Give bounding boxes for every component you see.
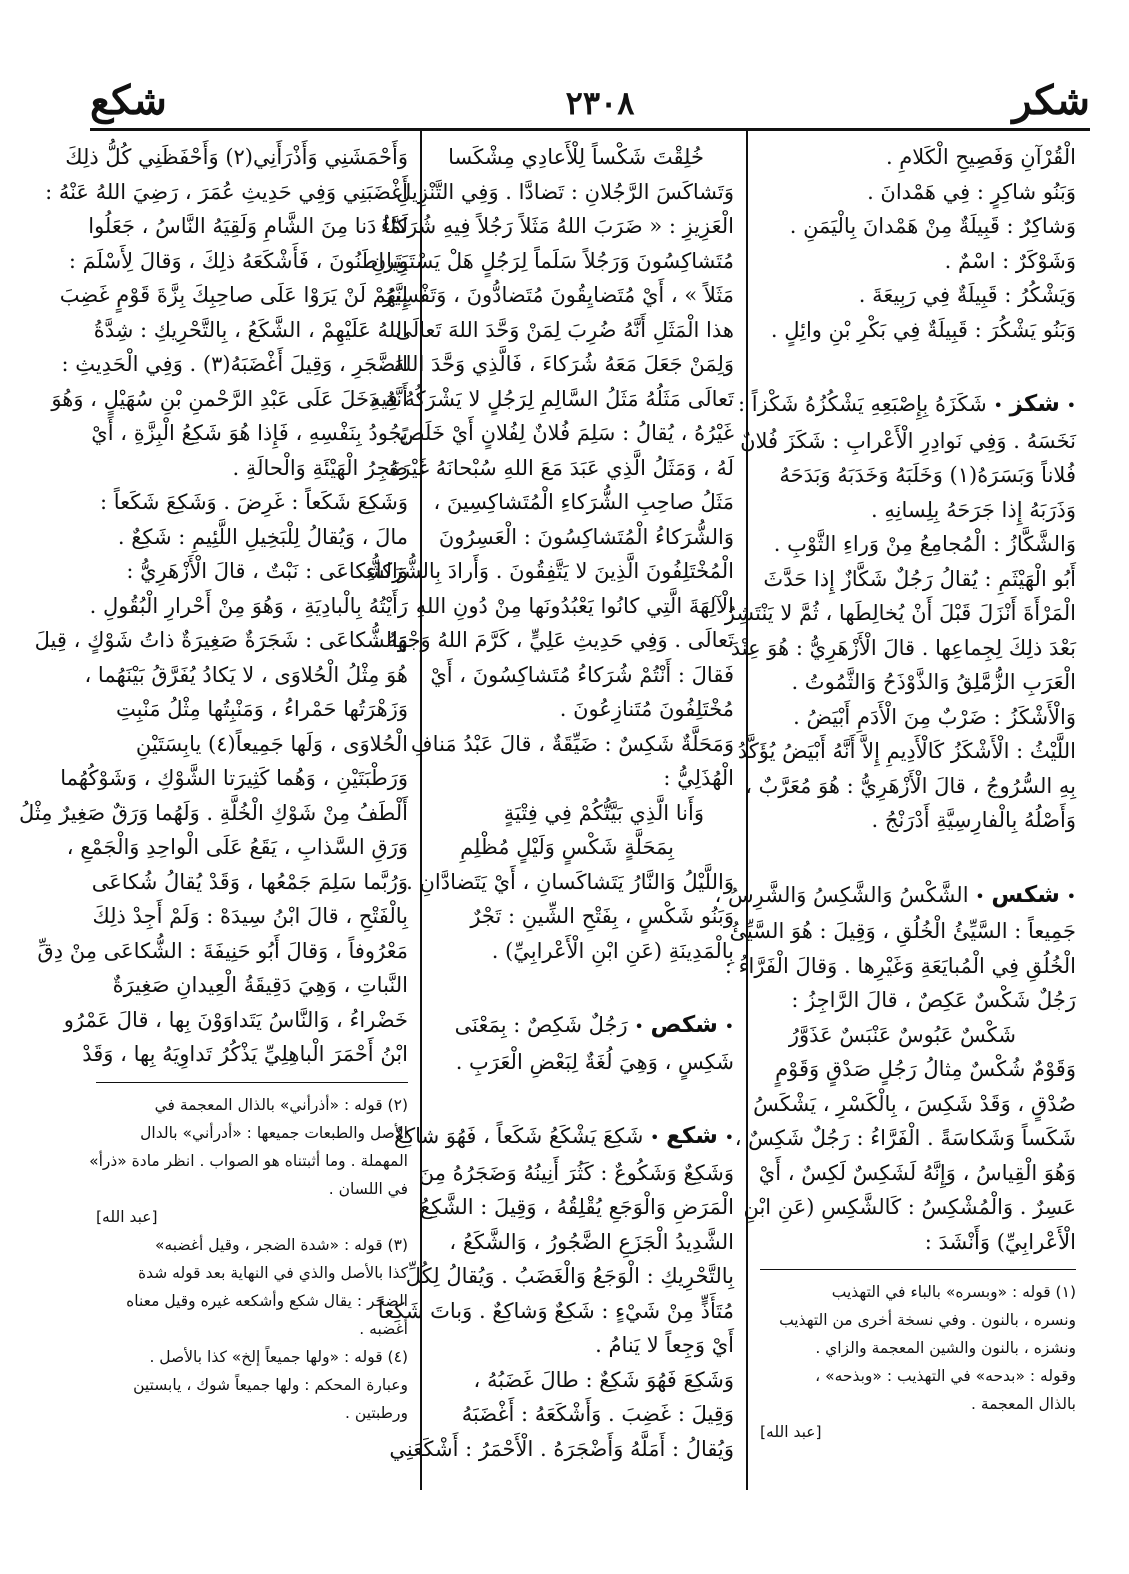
text-line: وَشَكِعَ فَهُوَ شَكِعٌ : طالَ غَضَبُهُ ، xyxy=(473,1367,734,1392)
text-line: نَخَسَهُ . وَفِي نَوادِرِ الْأَعْرابِ : شَكَزَ فُلانٌ xyxy=(740,428,1076,453)
text-line: شَكِسٍ ، وَهِيَ لُغَةٌ لِبَعْضِ الْعَرَبِ . xyxy=(455,1049,734,1074)
text-line: ابْنُ أَحْمَرَ الْباهِلِيِّ يَذْكُرُ تَداوِيَهُ بِها ، وَقَدْ xyxy=(82,1042,408,1066)
text-line: النَّباتِ ، وَهِيَ دَقِيقَةُ الْعِيدانِ صَغِيرَةٌ xyxy=(112,973,408,997)
text-line: بِهِ السُّرُوجُ ، قالَ الْأَزْهَرِيُّ : هُوَ مُعَرَّبٌ ، xyxy=(745,773,1076,798)
text-line: غَيْرُهُ ، يُقالُ : سَلِمَ فُلانٌ لِفُلانٍ أَيْ خَلَصَ xyxy=(399,421,734,445)
running-header xyxy=(90,78,1090,128)
header-root-word-left: شكع xyxy=(90,77,167,124)
text-line: وَزَهْرَتُها حَمْراءُ ، وَمَنْبِتُها مِثْلُ مَنْبِتِ xyxy=(116,697,408,721)
footnote-line: كذا بالأصل والذي في النهاية بعد قوله شدة xyxy=(137,1263,408,1282)
text-line: اللهُ عَلَيْهِمْ ، الشَّكَعُ ، بِالتَّحْرِيكِ : شِدَّةُ xyxy=(93,317,408,342)
footnote-line: الضجر : يقال شكع وأشكعه غيره وقيل معناه xyxy=(126,1291,408,1310)
text-line: وَبَنُو شاكِرٍ : فِي هَمْدانَ . xyxy=(867,179,1076,204)
text-line: الْهُذَلِيُّ : xyxy=(663,766,734,790)
text-line: وَشَوْكَرٌ : اسْمٌ . xyxy=(944,248,1076,273)
text-line: مُتَشاكِسُونَ وَرَجُلاً سَلَماً لِرَجُلٍ هَلْ يَسْتَوِيانِ xyxy=(370,248,734,273)
footnote-line: ورطبتين . xyxy=(345,1403,408,1422)
text-line: الْخُلُقِ فِي الْمُبايَعَةِ وَغَيْرِها . وَقالَ الْفَرَّاءُ : xyxy=(724,953,1076,978)
text-line: أَنَّهُ دَخَلَ عَلَى عَبْدِ الرَّحْمنِ بْنِ سُهَيْلٍ ، وَهُوَ xyxy=(51,386,408,411)
footnote-signature: [عبد الله] xyxy=(760,1423,822,1441)
footnote-line: وقوله : «بدحه» في التهذيب : «وبذحه» ، xyxy=(815,1367,1076,1385)
footnote-line: (١) قوله : «وبسره» بالباء في التهذيب xyxy=(831,1283,1076,1301)
text-line: أَلْطَفُ مِنْ شَوْكِ الْخُلَّةِ . وَلَهُما وَرَقٌ صَغِيرٌ مِثْلُ xyxy=(19,800,408,825)
footnote-line: (٤) قوله : «ولها جميعاً إلخ» كذا بالأصل . xyxy=(149,1347,408,1366)
column-left xyxy=(19,140,408,1427)
text-line: وَبَنُو يَشْكُرَ : قَبِيلَةٌ فِي بَكْرِ بْنِ وائِلٍ . xyxy=(770,317,1076,342)
text-line: وَذَرَبَهُ إِذا جَرَحَهُ بِلِسانِهِ . xyxy=(871,497,1076,522)
entry-heading-shkz: • شكز • شَكَزَهُ بِإِصْبَعِهِ يَشْكُزُهُ شَكْزاً : xyxy=(738,391,1076,417)
text-line: وَمَحَلَّةٌ شَكِسٌ : ضَيِّقَةٌ ، قالَ عَبْدُ مَنافِ xyxy=(410,731,734,756)
text-line: وَرَطْبَتَيْنِ ، وَهُما كَثِيرَتا الشَّوْكِ ، وَشَوْكُهُما xyxy=(60,766,408,790)
text-line: وَالشَّكَّازُ : الْمُجامِعُ مِنْ وَراءِ الثَّوْبِ . xyxy=(773,532,1076,556)
text-line: وَبَنُو شَكْسٍ ، بِفَتْحِ الشِّينِ : تَجْرٌ xyxy=(470,904,734,928)
text-line: لَمَّا دَنا مِنَ الشَّامِ وَلَقِيَهُ النَّاسُ ، جَعَلُوا xyxy=(88,214,408,238)
header-rule xyxy=(90,128,1090,131)
header-root-word-right: شكر xyxy=(1012,77,1090,124)
text-line: وَالشُّكاعَى : نَبْتٌ ، قالَ الْأَزْهَرِيُّ : xyxy=(126,559,408,583)
text-line: وَالشُّكاعَى : شَجَرَةٌ صَغِيرَةٌ ذاتُ شَوْكٍ ، قِيلَ xyxy=(34,628,408,652)
text-line: رَأَيْتُهُ بِالْبادِيَةِ ، وَهُوَ مِنْ أَحْرارِ الْبُقُولِ . xyxy=(89,593,408,618)
text-line: وَيَشْكُرُ : قَبِيلَةٌ فِي رَبِيعَةَ . xyxy=(858,283,1076,307)
text-line: وَالْأَشْكَزُ : ضَرْبٌ مِنَ الْأَدَمِ أَبْيَضُ . xyxy=(793,704,1076,729)
text-line: وَيُقالُ : أَمَلَّهُ وَأَضْجَرَهُ . الْأَحْمَرُ : أَشْكَعَنِي xyxy=(389,1436,734,1461)
text-line: إِنَّهُمْ لَنْ يَرَوْا عَلَى صاحِبِكَ بِزَّةَ قَوْمٍ غَضِبَ xyxy=(59,283,408,307)
verse-line: وَأَنا الَّذِي بَيَّتُّكُمْ فِي فِتْيَةٍ xyxy=(503,800,704,825)
text-line: صُدْقٍ ، وَقَدْ شَكِسَ ، بِالْكَسْرِ ، يَشْكَسُ xyxy=(753,1091,1076,1116)
headword: شكز xyxy=(1009,391,1060,417)
text-line: مالَ ، وَيُقالُ لِلْبَخِيلِ اللَّئِيمِ : شَكِعٌ . xyxy=(117,524,408,549)
footnote-line: الأصل والطبعات جميعها : «أدرأني» بالدال xyxy=(140,1123,408,1142)
footnote-line: في اللسان . xyxy=(328,1179,408,1198)
headword: شكص xyxy=(650,1012,718,1038)
verse-line: خُلِقْتَ شَكْساً لِلْأَعادِي مِشْكَسا xyxy=(448,145,704,169)
verse-line: شَكْسٌ عَبُوسٌ عَنْبَسٌ عَذَوَّرُ xyxy=(788,1022,1016,1047)
footnote-rule xyxy=(760,1269,1076,1270)
text-line: عَسِرٌ . وَالْمُشْكِسُ : كَالشَّكِسِ (عَنِ ابْنِ xyxy=(743,1195,1076,1219)
footnote-line: بالذال المعجمة . xyxy=(971,1395,1076,1413)
text-line: بِالْمَدِينَةِ (عَنِ ابْنِ الْأَعْرابِيِّ) . xyxy=(491,938,734,963)
text-line: وَشاكِرٌ : قَبِيلَةٌ مِنْ هَمْدانَ بِالْيَمَنِ . xyxy=(789,214,1076,238)
text-line: لَهُ ، وَمَثَلُ الَّذِي عَبَدَ مَعَ اللهِ سُبْحانَهُ غَيْرَهُ xyxy=(389,455,734,480)
column-rule-right xyxy=(746,130,748,1490)
text-line: وَتَشاكَسَ الرَّجُلانِ : تَضادَّا . وَفِي التَّنْزِيلِ xyxy=(395,179,734,204)
text-line: بَعْدَ ذلِكَ لِجِماعِها . قالَ الْأَزْهَرِيُّ : هُوَ عِنْدَ xyxy=(730,635,1076,660)
headword: شكع xyxy=(666,1123,718,1149)
footnote-line: أغضبه . xyxy=(359,1319,408,1338)
text-line: وَقَوْمٌ شُكْسٌ مِثالُ رَجُلٍ صَدْقٍ وَقَوْمٍ xyxy=(775,1057,1076,1081)
headword: شكس xyxy=(991,881,1060,908)
text-line: وَهُوَ الْقِياسُ ، وَإِنَّهُ لَشَكِسٌ لَكِسٌ ، أَيْ xyxy=(758,1160,1076,1185)
text-line: تَعالَى مَثَلُهُ مَثَلُ السَّالِمِ لِرَجُلٍ لا يَشْرَكُهُ فِيهِ xyxy=(370,386,734,411)
text-line: وَشَكِعَ شَكَعاً : غَرِضَ . وَشَكِعَ شَكَعاً : xyxy=(100,490,408,514)
footnote-line: المهملة . وما أثبتناه هو الصواب . انظر مادة «ذرأ» xyxy=(89,1151,408,1170)
verse-line: بِمَحَلَّةٍ شَكْسٍ وَلَيْلٍ مُظْلِمِ xyxy=(460,835,674,859)
text-line: وَأَحْمَشَنِي وَأَذْرَأَنِي(٢) وَأَحْفَظَنِي كُلُّ ذلِكَ xyxy=(65,145,408,169)
text-line: رَجُلٌ شَكِصٌ : بِمَعْنَى xyxy=(454,1013,628,1037)
text-line: الْعَزِيزِ : « ضَرَبَ اللهُ مَثَلاً رَجُلاً فِيهِ شُرَكاءُ xyxy=(380,214,734,238)
footnote-line: ونسره ، بالنون . وفي نسخة أخرى من التهذيب xyxy=(779,1311,1076,1329)
text-line: وَأَصْلُهُ بِالْفارِسِيَّةِ أَدْرَنْجُ . xyxy=(871,808,1076,832)
text-line: يَتَراطَنُونَ ، فَأَشْكَعَهُ ذلِكَ ، وَقالَ لِأَسْلَمَ : xyxy=(68,248,408,273)
entry-heading-shks: • شكس • الشَّكْسُ وَالشَّكِسُ وَالشَّرِسُ ، xyxy=(714,881,1076,908)
text-line: شَكِعَ يَشْكَعُ شَكَعاً ، فَهُوَ شاكِعٌ xyxy=(394,1124,644,1148)
text-line: الْمُخْتَلِفُونَ الَّذِينَ لا يَتَّفِقُونَ . وَأَرادَ بِالشُّرَكاءِ xyxy=(365,559,734,583)
footnote-rule xyxy=(96,1082,408,1083)
text-line: شَكَساً وَشَكاسَةً . الْفَرَّاءُ : رَجُلٌ شَكِسٌ ، xyxy=(734,1126,1076,1150)
text-line: بِالتَّحْرِيكِ : الْوَجَعُ وَالْغَضَبُ . وَيُقالُ لِكُلِّ xyxy=(405,1264,734,1288)
text-line: جَمِيعاً : السَّيِّئُ الْخُلُقِ ، وَقِيلَ : هُوَ السَّيِّئُ xyxy=(729,919,1076,943)
text-line: رَجُلٌ شَكْسٌ عَكِصٌ ، قالَ الرَّاجِزُ : xyxy=(791,988,1076,1012)
footnote-line: وعبارة المحكم : ولها جميعاً شوك ، يابستين xyxy=(133,1375,408,1394)
footnote-signature: [عبد الله] xyxy=(96,1207,158,1226)
text-line: يَجُودُ بِنَفْسِهِ ، فَإِذا هُوَ شَكِعُ الْبِزَّةِ ، أَيْ xyxy=(91,421,408,445)
text-line: مُتَأَذٍّ مِنْ شَيْءٍ : شَكِعٌ وَشاكِعٌ . وَباتَ شَكِعاً xyxy=(377,1298,734,1323)
entry-heading-shka: • شكع • شَكِعَ يَشْكَعُ شَكَعاً ، فَهُوَ شاكِعٌ xyxy=(394,1123,734,1149)
text-line: ضَجِرُ الْهَيْئَةِ وَالْحالَةِ . xyxy=(232,455,408,480)
footnote-line: ونشزه ، بالنون والشين المعجمة والزاي . xyxy=(815,1339,1076,1357)
text-line: هُوَ مِثْلُ الْحُلاوَى ، لا يَكادُ يُفَرَّقُ بَيْنَهُما ، xyxy=(84,662,408,687)
text-line: الْمَرْأَةَ أَنْزَلَ قَبْلَ أَنْ يُخالِطَها ، ثُمَّ لا يَنْتَشِرُ xyxy=(724,601,1076,625)
text-line: مُخْتَلِفُونَ مُتَنازِعُونَ . xyxy=(559,697,734,721)
text-line: الْقُرْآنِ وَفَصِيحِ الْكَلامِ . xyxy=(885,145,1076,169)
text-line: مَثَلُ صاحِبِ الشُّرَكاءِ الْمُتَشاكِسِينَ ، xyxy=(433,490,734,514)
text-line: اللَّيْثُ : الْأَشْكَزُ كَالْأَدِيمِ إِلاَّ أَنَّهُ أَبْيَضُ يُؤَكَّدُ xyxy=(737,739,1076,763)
text-line: هذا الْمَثَلِ أَنَّهُ ضُرِبَ لِمَنْ وَحَّدَ اللهَ تَعالَى xyxy=(395,317,734,342)
text-line: الشَّكْسُ وَالشَّكِسُ وَالشَّرِسُ ، xyxy=(714,882,969,907)
text-line: الضَّجَرِ ، وَقِيلَ أَغْضَبَهُ(٣) . وَفِي الْحَدِيثِ : xyxy=(61,352,408,376)
text-line: مَثَلاً » ، أَيْ مُتَضايِقُونَ مُتَضادُّونَ ، وَتَفْسِيرُ xyxy=(383,283,734,307)
text-line: بِالْفَتْحِ ، قالَ ابْنُ سِيدَهْ : وَلَمْ أَجِدْ ذلِكَ xyxy=(92,904,408,928)
text-line: فَقالَ : أَنْتُمْ شُرَكاءُ مُتَشاكِسُونَ ، أَيْ xyxy=(430,662,734,687)
text-line: وَاللَّيْلُ وَالنَّارُ يَتَشاكَسانِ ، أَيْ يَتَضادَّانِ . xyxy=(406,869,734,894)
text-line: وَشَكِعٌ وَشَكُوعٌ : كَثُرَ أَنِينُهُ وَضَجَرُهُ مِنَ xyxy=(418,1160,734,1185)
text-line: مَعْرُوفاً ، وَقالَ أَبُو حَنِيفَةَ : الشُّكاعَى مِنْ دِقِّ xyxy=(37,938,408,963)
text-line: الشَّدِيدُ الْجَزَعِ الضَّجُورُ ، وَالشَّكَعُ ، xyxy=(449,1229,734,1254)
page-number: ٢٣٠٨ xyxy=(565,84,635,122)
text-line: وَالشُّرَكاءُ الْمُتَشاكِسُونَ : الْعَسِرُونَ xyxy=(438,524,734,549)
text-line: وَلِمَنْ جَعَلَ مَعَهُ شُرَكاءَ ، فَالَّذِي وَحَّدَ اللهَ xyxy=(393,352,734,376)
text-line: خَضْراءُ ، وَالنَّاسُ يَتَداوَوْنَ بِها ، قالَ عَمْرُو xyxy=(63,1007,408,1032)
text-line: فُلاناً وَبَسَرَهُ(١) وَخَلَبَهُ وَخَدَبَهُ وَبَدَحَهُ xyxy=(779,463,1076,487)
text-line: الْحُلاوَى ، وَلَها جَمِيعاً(٤) يابِسَتَيْنِ xyxy=(135,731,408,756)
text-line: وَرُبَّما سَلِمَ جَمْعُها ، وَقَدْ يُقالُ شُكاعَى xyxy=(91,869,408,894)
text-line: الْأَعْرابِيِّ) وَأَنْشَدَ : xyxy=(924,1229,1076,1254)
text-line: الْعَرَبِ الزُّمَّلِقُ وَالذَّوْذَحُ وَالثَّمُوتُ . xyxy=(791,670,1076,694)
text-line: وَقِيلَ : غَضِبَ . وَأَشْكَعَهُ : أَغْضَبَهُ xyxy=(461,1402,734,1426)
text-line: تَعالَى . وَفِي حَدِيثِ عَلِيٍّ ، كَرَّمَ اللهُ وَجْهَهُ ، xyxy=(373,628,734,652)
column-right xyxy=(714,140,1076,1446)
text-line: أَيْ وَجِعاً لا يَنامُ . xyxy=(595,1333,734,1357)
footnote-line: (٢) قوله : «أذرأني» بالذال المعجمة في xyxy=(154,1095,408,1114)
footnote-line: (٣) قوله : «شدة الضجر ، وقيل أغضبه» xyxy=(155,1235,408,1254)
text-line: الْآلِهَةَ الَّتِي كانُوا يَعْبُدُونَها مِنْ دُونِ اللهِ xyxy=(415,593,734,618)
text-line: شَكَزَهُ بِإِصْبَعِهِ يَشْكُزُهُ شَكْزاً : xyxy=(738,392,987,416)
text-line: الْمَرَضِ وَالْوَجَعِ يُقْلِقُهُ ، وَقِيلَ : الشَّكِعُ xyxy=(419,1195,734,1219)
text-line: أَغْضَبَنِي وَفِي حَدِيثِ عُمَرَ ، رَضِيَ اللهُ عَنْهُ : xyxy=(45,179,408,204)
entry-heading-shkis: • شكص • رَجُلٌ شَكِصٌ : بِمَعْنَى xyxy=(454,1012,734,1038)
text-line: وَرَقِ السَّذابِ ، يَقَعُ عَلَى الْواحِدِ وَالْجَمْعِ ، xyxy=(66,835,408,859)
text-line: أَبُو الْهَيْثَمِ : يُقالُ رَجُلٌ شَكَّازٌ إِذا حَدَّثَ xyxy=(763,566,1076,591)
